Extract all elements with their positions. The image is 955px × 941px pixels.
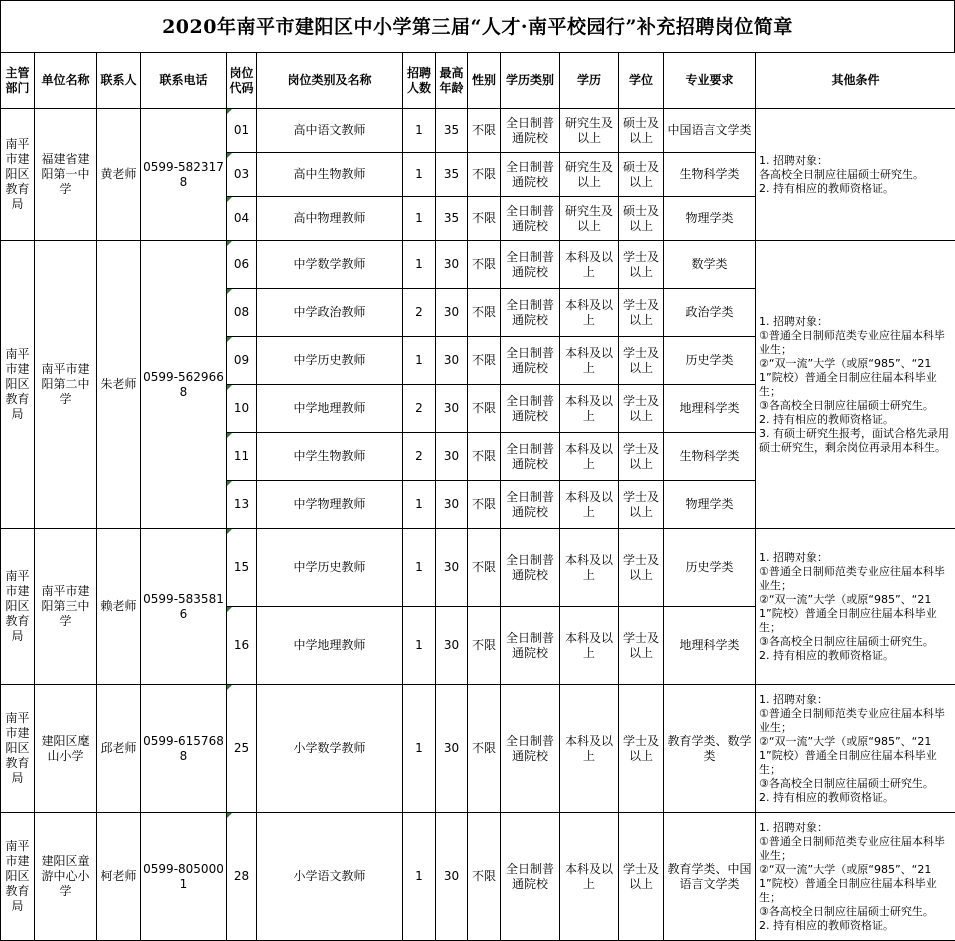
hire-count-cell: 1 (403, 109, 436, 153)
hire-count-cell: 1 (403, 153, 436, 197)
dept-cell: 南平市建阳区教育局 (1, 813, 35, 941)
gender-cell: 不限 (468, 241, 501, 289)
major-cell: 教育学类、数学类 (664, 685, 756, 813)
major-cell: 生物科学类 (664, 153, 756, 197)
dept-cell: 南平市建阳区教育局 (1, 241, 35, 529)
dept-cell: 南平市建阳区教育局 (1, 109, 35, 241)
page-title: 2020年南平市建阳区中小学第三届“人才·南平校园行”补充招聘岗位简章 (0, 0, 955, 52)
contact-cell: 邱老师 (97, 685, 141, 813)
edu-type-cell: 全日制普通院校 (501, 685, 560, 813)
degree-cell: 学士及以上 (619, 337, 664, 385)
edu-type-cell: 全日制普通院校 (501, 337, 560, 385)
edu-type-cell: 全日制普通院校 (501, 481, 560, 529)
contact-cell: 赖老师 (97, 529, 141, 685)
hire-count-cell: 2 (403, 385, 436, 433)
max-age-cell: 30 (436, 685, 468, 813)
degree-cell: 学士及以上 (619, 385, 664, 433)
dept-cell: 南平市建阳区教育局 (1, 529, 35, 685)
major-cell: 历史学类 (664, 337, 756, 385)
header-position: 岗位类别及名称 (257, 53, 403, 109)
edu-type-cell: 全日制普通院校 (501, 385, 560, 433)
unit-cell: 福建省建阳第一中学 (35, 109, 97, 241)
contact-cell: 朱老师 (97, 241, 141, 529)
condition-line: ③各高校全日制应往届硕士研究生。 (759, 905, 952, 919)
degree-cell: 硕士及以上 (619, 109, 664, 153)
gender-cell: 不限 (468, 153, 501, 197)
position-code-cell: 15 (227, 529, 257, 607)
hire-count-cell: 1 (403, 607, 436, 685)
condition-line: ③各高校全日制应往届硕士研究生。 (759, 399, 952, 413)
hire-count-cell: 1 (403, 813, 436, 941)
conditions-cell (756, 109, 955, 241)
position-code-cell: 10 (227, 385, 257, 433)
max-age-cell: 30 (436, 385, 468, 433)
position-name-cell: 小学数学教师 (257, 685, 403, 813)
degree-cell: 学士及以上 (619, 529, 664, 607)
position-code-cell: 01 (227, 109, 257, 153)
header-edu: 学历 (560, 53, 619, 109)
table-row (1, 813, 955, 941)
max-age-cell: 35 (436, 153, 468, 197)
hire-count-cell: 1 (403, 241, 436, 289)
condition-line: ③各高校全日制应往届硕士研究生。 (759, 635, 952, 649)
position-code-cell: 13 (227, 481, 257, 529)
education-cell: 本科及以上 (560, 685, 619, 813)
conditions-cell (756, 685, 955, 813)
hire-count-cell: 1 (403, 685, 436, 813)
condition-line: 2. 持有相应的教师资格证。 (759, 413, 952, 427)
position-name-cell: 中学地理教师 (257, 385, 403, 433)
position-name-cell: 中学物理教师 (257, 481, 403, 529)
major-cell: 地理科学类 (664, 607, 756, 685)
position-code-cell: 04 (227, 197, 257, 241)
max-age-cell: 30 (436, 607, 468, 685)
gender-cell: 不限 (468, 813, 501, 941)
position-name-cell: 中学数学教师 (257, 241, 403, 289)
degree-cell: 硕士及以上 (619, 197, 664, 241)
hire-count-cell: 1 (403, 197, 436, 241)
gender-cell: 不限 (468, 529, 501, 607)
unit-cell: 建阳区童游中心小学 (35, 813, 97, 941)
education-cell: 本科及以上 (560, 433, 619, 481)
header-other: 其他条件 (756, 53, 955, 109)
phone-cell: 0599-5835816 (141, 529, 227, 685)
condition-line: 3. 有硕士研究生报考，面试合格先录用硕士研究生，剩余岗位再录用本科生。 (759, 427, 952, 455)
max-age-cell: 30 (436, 241, 468, 289)
gender-cell: 不限 (468, 685, 501, 813)
position-name-cell: 中学生物教师 (257, 433, 403, 481)
condition-line: 1. 招聘对象： (759, 693, 952, 707)
condition-line: 2. 持有相应的教师资格证。 (759, 649, 952, 663)
header-gender: 性别 (468, 53, 501, 109)
contact-cell: 黄老师 (97, 109, 141, 241)
header-code: 岗位代码 (227, 53, 257, 109)
table-row (1, 241, 955, 289)
position-code-cell: 09 (227, 337, 257, 385)
position-code-cell: 11 (227, 433, 257, 481)
gender-cell: 不限 (468, 481, 501, 529)
gender-cell: 不限 (468, 337, 501, 385)
position-code-cell: 28 (227, 813, 257, 941)
condition-line: ②“双一流”大学（或原“985”、“211”院校）普通全日制应往届本科毕业生； (759, 357, 952, 399)
condition-line: ②“双一流”大学（或原“985”、“211”院校）普通全日制应往届本科毕业生； (759, 593, 952, 635)
header-major: 专业要求 (664, 53, 756, 109)
table-row (1, 685, 955, 813)
phone-cell: 0599-8050001 (141, 813, 227, 941)
condition-line: 2. 持有相应的教师资格证。 (759, 919, 952, 933)
education-cell: 本科及以上 (560, 529, 619, 607)
recruitment-table (0, 52, 955, 941)
position-name-cell: 高中生物教师 (257, 153, 403, 197)
position-name-cell: 高中物理教师 (257, 197, 403, 241)
header-phone: 联系电话 (141, 53, 227, 109)
education-cell: 本科及以上 (560, 241, 619, 289)
education-cell: 本科及以上 (560, 481, 619, 529)
edu-type-cell: 全日制普通院校 (501, 153, 560, 197)
hire-count-cell: 2 (403, 433, 436, 481)
degree-cell: 学士及以上 (619, 481, 664, 529)
header-dept: 主管部门 (1, 53, 35, 109)
condition-line: ②“双一流”大学（或原“985”、“211”院校）普通全日制应往届本科毕业生； (759, 735, 952, 777)
condition-line: ③各高校全日制应往届硕士研究生。 (759, 777, 952, 791)
table-row (1, 109, 955, 153)
hire-count-cell: 1 (403, 337, 436, 385)
degree-cell: 学士及以上 (619, 289, 664, 337)
dept-cell: 南平市建阳区教育局 (1, 685, 35, 813)
unit-cell: 南平市建阳第三中学 (35, 529, 97, 685)
edu-type-cell: 全日制普通院校 (501, 813, 560, 941)
gender-cell: 不限 (468, 289, 501, 337)
unit-cell: 建阳区麾山小学 (35, 685, 97, 813)
conditions-cell (756, 529, 955, 685)
hire-count-cell: 1 (403, 481, 436, 529)
education-cell: 本科及以上 (560, 607, 619, 685)
edu-type-cell: 全日制普通院校 (501, 197, 560, 241)
degree-cell: 硕士及以上 (619, 153, 664, 197)
condition-line: 1. 招聘对象： (759, 315, 952, 329)
gender-cell: 不限 (468, 109, 501, 153)
condition-line: ②“双一流”大学（或原“985”、“211”院校）普通全日制应往届本科毕业生； (759, 863, 952, 905)
header-edu-type: 学历类别 (501, 53, 560, 109)
max-age-cell: 30 (436, 337, 468, 385)
education-cell: 本科及以上 (560, 289, 619, 337)
position-code-cell: 06 (227, 241, 257, 289)
condition-line: ①普通全日制师范类专业应往届本科毕业生； (759, 565, 952, 593)
edu-type-cell: 全日制普通院校 (501, 289, 560, 337)
position-name-cell: 中学政治教师 (257, 289, 403, 337)
position-name-cell: 中学地理教师 (257, 607, 403, 685)
gender-cell: 不限 (468, 607, 501, 685)
position-code-cell: 08 (227, 289, 257, 337)
position-code-cell: 03 (227, 153, 257, 197)
condition-line: 1. 招聘对象： (759, 154, 952, 168)
edu-type-cell: 全日制普通院校 (501, 607, 560, 685)
header-count: 招聘人数 (403, 53, 436, 109)
major-cell: 政治学类 (664, 289, 756, 337)
education-cell: 研究生及以上 (560, 109, 619, 153)
position-code-cell: 16 (227, 607, 257, 685)
condition-line: ①普通全日制师范类专业应往届本科毕业生； (759, 707, 952, 735)
condition-line: 1. 招聘对象： (759, 551, 952, 565)
condition-line: ①普通全日制师范类专业应往届本科毕业生； (759, 835, 952, 863)
condition-line: 1. 招聘对象： (759, 821, 952, 835)
table-body (1, 109, 955, 941)
header-unit: 单位名称 (35, 53, 97, 109)
degree-cell: 学士及以上 (619, 241, 664, 289)
position-name-cell: 小学语文教师 (257, 813, 403, 941)
max-age-cell: 30 (436, 433, 468, 481)
header-contact: 联系人 (97, 53, 141, 109)
gender-cell: 不限 (468, 197, 501, 241)
max-age-cell: 30 (436, 529, 468, 607)
header-age: 最高年龄 (436, 53, 468, 109)
max-age-cell: 30 (436, 813, 468, 941)
gender-cell: 不限 (468, 433, 501, 481)
edu-type-cell: 全日制普通院校 (501, 109, 560, 153)
max-age-cell: 35 (436, 109, 468, 153)
conditions-cell (756, 241, 955, 529)
edu-type-cell: 全日制普通院校 (501, 433, 560, 481)
major-cell: 中国语言文学类 (664, 109, 756, 153)
max-age-cell: 35 (436, 197, 468, 241)
header-row (1, 53, 955, 109)
degree-cell: 学士及以上 (619, 433, 664, 481)
hire-count-cell: 2 (403, 289, 436, 337)
hire-count-cell: 1 (403, 529, 436, 607)
edu-type-cell: 全日制普通院校 (501, 241, 560, 289)
major-cell: 数学类 (664, 241, 756, 289)
major-cell: 教育学类、中国语言文学类 (664, 813, 756, 941)
position-name-cell: 高中语文教师 (257, 109, 403, 153)
education-cell: 本科及以上 (560, 385, 619, 433)
edu-type-cell: 全日制普通院校 (501, 529, 560, 607)
unit-cell: 南平市建阳第二中学 (35, 241, 97, 529)
header-degree: 学位 (619, 53, 664, 109)
major-cell: 生物科学类 (664, 433, 756, 481)
degree-cell: 学士及以上 (619, 813, 664, 941)
contact-cell: 柯老师 (97, 813, 141, 941)
major-cell: 物理学类 (664, 481, 756, 529)
degree-cell: 学士及以上 (619, 607, 664, 685)
major-cell: 物理学类 (664, 197, 756, 241)
major-cell: 地理科学类 (664, 385, 756, 433)
table-row (1, 529, 955, 607)
max-age-cell: 30 (436, 289, 468, 337)
major-cell: 历史学类 (664, 529, 756, 607)
education-cell: 本科及以上 (560, 337, 619, 385)
position-code-cell: 25 (227, 685, 257, 813)
condition-line: ①普通全日制师范类专业应往届本科毕业生； (759, 329, 952, 357)
position-name-cell: 中学历史教师 (257, 529, 403, 607)
conditions-cell (756, 813, 955, 941)
education-cell: 本科及以上 (560, 813, 619, 941)
condition-line: 各高校全日制应往届硕士研究生。 (759, 168, 952, 182)
position-name-cell: 中学历史教师 (257, 337, 403, 385)
condition-line: 2. 持有相应的教师资格证。 (759, 791, 952, 805)
education-cell: 研究生及以上 (560, 197, 619, 241)
phone-cell: 0599-6157688 (141, 685, 227, 813)
education-cell: 研究生及以上 (560, 153, 619, 197)
gender-cell: 不限 (468, 385, 501, 433)
max-age-cell: 30 (436, 481, 468, 529)
condition-line: 2. 持有相应的教师资格证。 (759, 182, 952, 196)
phone-cell: 0599-5629668 (141, 241, 227, 529)
degree-cell: 学士及以上 (619, 685, 664, 813)
phone-cell: 0599-5823178 (141, 109, 227, 241)
